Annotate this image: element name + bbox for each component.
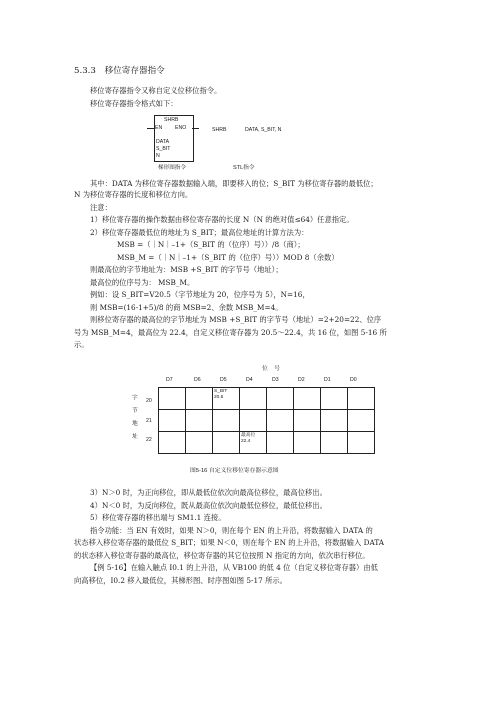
figure-top-label: 位 号: [262, 366, 281, 372]
grid-cell: [348, 410, 375, 432]
col-d7: D7: [166, 377, 173, 383]
func-line-1: 指令功能：当 EN 有效时，如果 N＞0，则在每个 EN 的上升沿，将数据输入 DATA 的: [90, 526, 373, 535]
grid-cell: [321, 432, 348, 454]
row-label-21: 21: [146, 418, 152, 424]
formula-msb: MSB =（｜N｜–1+（S_BIT 的（位序）号））/8（商）；: [117, 240, 305, 249]
body2-line-7: 示。: [74, 340, 89, 349]
row-label-22: 22: [146, 437, 152, 443]
grid-cell: [186, 388, 213, 410]
side-label-3: 地: [132, 421, 138, 427]
ladder-eno: ENO: [175, 125, 187, 131]
grid-cell: [240, 432, 267, 454]
example-line-1: 【例 5-16】在输入触点 I0.1 的上升沿，从 VB100 的低 4 位（自定义移位寄存器）由低: [90, 563, 378, 572]
grid-cell: [159, 410, 186, 432]
grid-cell: [213, 388, 240, 410]
grid-row-21: [159, 410, 375, 432]
row-label-20: 20: [146, 398, 152, 404]
col-d4: D4: [246, 377, 253, 383]
body2-line-3: 例如：设 S_BIT=V20.5（字节地址为 20，位序号为 5），N=16，: [90, 290, 310, 299]
section-number: 5.3.3: [74, 66, 96, 76]
grid-cell: [348, 388, 375, 410]
col-d1: D1: [324, 377, 331, 383]
en-wire: [147, 128, 154, 129]
col-d2: D2: [298, 377, 305, 383]
body2-line-1: 则最高位的字节地址为：MSB +S_BIT 的字节号（地址）；: [90, 265, 283, 274]
side-label-4: 址: [132, 434, 138, 440]
eno-wire: [192, 128, 199, 129]
stl-instruction: SHRB: [212, 127, 227, 133]
grid-cell: [321, 388, 348, 410]
side-label-2: 节: [132, 408, 138, 414]
grid-cell: [348, 432, 375, 454]
point-5: 5）移位寄存器的移出端与 SM1.1 连接。: [90, 513, 226, 522]
caption-stl: STL指令: [233, 165, 255, 171]
ladder-input-data: DATA: [156, 139, 170, 145]
grid-cell: [240, 388, 267, 410]
section-title: 移位寄存器指令: [104, 66, 165, 76]
point-3: 3）N＞0 时，为正向移位，即从最低位依次向最高位移位，最高位移出。: [90, 488, 327, 497]
grid-row-20: [159, 388, 375, 410]
msb-cell-label: 最高位 22.4: [241, 433, 256, 444]
body1-line-1: 其中：DATA 为移位寄存器数据输入端，即要移入的位；S_BIT 为移位寄存器的最低位；: [90, 179, 378, 188]
body2-line-2: 最高位的位序号为： MSB_M。: [90, 278, 195, 287]
func-line-2: 状态移入移位寄存器的最低位 S_BIT；如果 N＜0，则在每个 EN 的上升沿，将数据输入 DATA: [74, 538, 385, 547]
grid-cell: [267, 410, 294, 432]
intro-line-2: 移位寄存器指令格式如下：: [90, 99, 178, 108]
point-4: 4）N＜0 时，为反向移位，既从最高位依次向最低位移位，最低位移出。: [90, 501, 327, 510]
col-d6: D6: [194, 377, 201, 383]
section-heading: [74, 66, 165, 77]
grid-cell: [267, 388, 294, 410]
col-d0: D0: [350, 377, 357, 383]
grid-cell: [294, 388, 321, 410]
ladder-name: SHRB: [164, 117, 179, 123]
ladder-input-sbit: S_BIT: [156, 146, 171, 152]
grid-cell: [159, 432, 186, 454]
grid-cell: [213, 410, 240, 432]
grid-cell: [240, 410, 267, 432]
example-line-2: 向高移位，I0.2 移入最低位，其梯形图、时序图如图 5-17 所示。: [74, 576, 287, 585]
col-d3: D3: [272, 377, 279, 383]
ladder-en: EN: [155, 125, 163, 131]
grid-cell: [294, 410, 321, 432]
grid-cell: [294, 432, 321, 454]
grid-cell: [159, 388, 186, 410]
caption-ladder: 梯形图指令: [158, 165, 186, 171]
func-line-3: 的状态移入移位寄存器的最高位，移位寄存器的其它位按照 N 指定的方向，依次串行移位。: [74, 551, 370, 560]
grid-cell: [186, 432, 213, 454]
note-label: 注意：: [90, 203, 112, 212]
col-d5: D5: [220, 377, 227, 383]
grid-cell: [321, 410, 348, 432]
figure-caption: 图5-16 自定义位移位寄存器示意图: [190, 468, 279, 474]
note-1: 1）移位寄存器的操作数据由移位寄存器的长度 N（N 的绝对值≤64）任意指定。: [90, 215, 354, 224]
grid-cell: [267, 432, 294, 454]
body2-line-4: 则 MSB=(16-1+5)/8 的商 MSB=2、余数 MSB_M=4。: [90, 303, 283, 312]
grid-row-22: [159, 432, 375, 454]
ladder-input-n: N: [156, 153, 160, 159]
body1-line-2: N 为移位寄存器的长度和移位方向。: [74, 190, 193, 199]
side-label-1: 字: [132, 395, 138, 401]
sbit-cell-label: S_BIT 20.5: [214, 389, 228, 400]
register-grid: [158, 387, 375, 454]
intro-line-1: 移位寄存器指令又称自定义位移位指令。: [90, 86, 222, 95]
body2-line-6: 号为 MSB_M=4，最高位为 22.4，自定义移位寄存器为 20.5～22.4，共 16 位，如图 5-16 所: [74, 328, 387, 337]
note-2: 2）移位寄存器最低位的地址为 S_BIT；最高位地址的计算方法为：: [90, 228, 309, 237]
stl-arguments: DATA, S_BIT, N: [245, 127, 282, 133]
body2-line-5: 则移位寄存器的最高位的字节地址为 MSB +S_BIT 的字节号（地址）=2+20=22、位序: [90, 315, 382, 324]
grid-cell: [213, 432, 240, 454]
formula-msb-m: MSB_M =（｜N｜–1+（S_BIT 的（位序）号））MOD 8（余数）: [117, 253, 339, 262]
grid-cell: [186, 410, 213, 432]
